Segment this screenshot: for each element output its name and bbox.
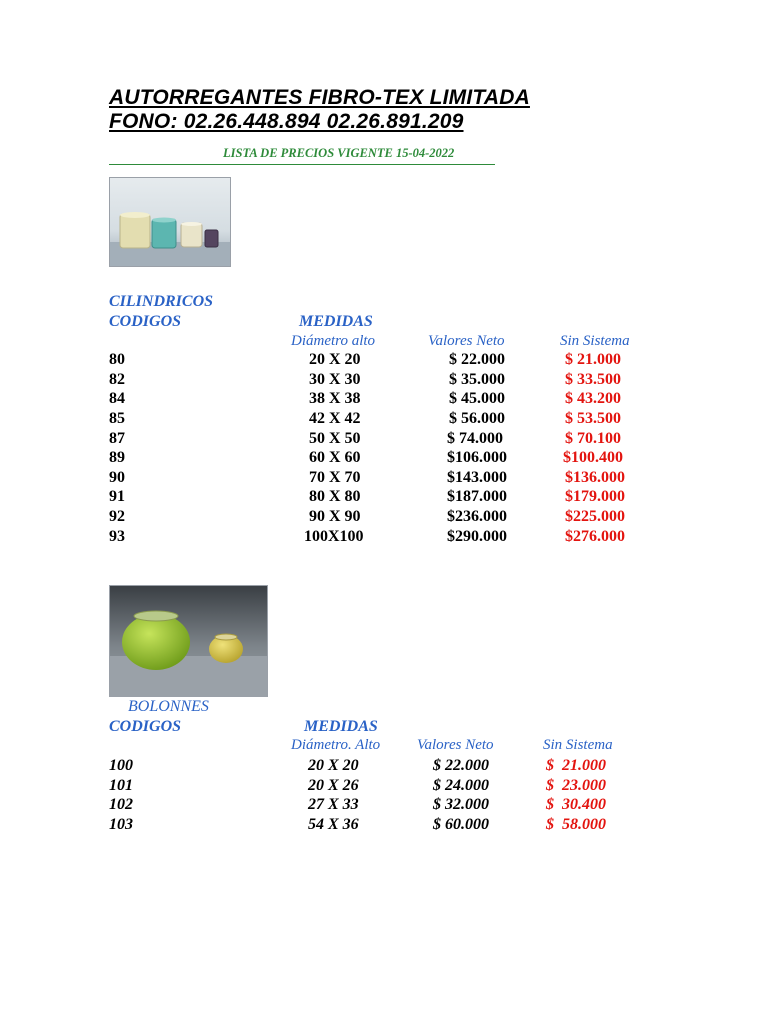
size-cell: 90 X 90 (309, 508, 361, 525)
size-cell: 20 X 20 (308, 757, 359, 774)
sin-price-cell: $ 23.000 (546, 777, 606, 794)
bolonnes-title: BOLONNES (128, 698, 209, 715)
cilindricos-codes-header: CODIGOS (109, 313, 182, 330)
code-cell: 101 (109, 777, 133, 794)
code-cell: 80 (109, 351, 125, 368)
code-cell: 87 (109, 430, 125, 447)
size-cell: 70 X 70 (309, 469, 361, 486)
sin-price-cell: $ 43.200 (565, 390, 621, 407)
sin-price-cell: $179.000 (565, 488, 625, 505)
sin-price-cell: $ 53.500 (565, 410, 621, 427)
size-cell: 27 X 33 (308, 796, 359, 813)
bolonnes-medidas-header: MEDIDAS (304, 718, 378, 735)
sin-price-cell: $276.000 (565, 528, 625, 545)
bolonnes-diameter-header: Diámetro. Alto (291, 737, 381, 753)
table-row (0, 449, 768, 469)
cylindrical-pots-image (109, 177, 231, 267)
sin-price-cell: $ 70.100 (565, 430, 621, 447)
net-price-cell: $ 24.000 (433, 777, 489, 794)
table-row (0, 528, 768, 548)
code-cell: 100 (109, 757, 133, 774)
net-price-cell: $ 32.000 (433, 796, 489, 813)
table-row (0, 469, 768, 489)
cilindricos-diameter-header: Diámetro alto (291, 333, 376, 349)
table-row (0, 351, 768, 371)
size-cell: 60 X 60 (309, 449, 361, 466)
net-price-cell: $ 56.000 (449, 410, 505, 427)
table-row (0, 371, 768, 391)
cilindricos-medidas-header: MEDIDAS (299, 313, 373, 330)
price-list-line (109, 146, 495, 165)
code-cell: 93 (109, 528, 125, 545)
sin-price-cell: $100.400 (563, 449, 623, 466)
bolonnes-sin-header: Sin Sistema (543, 737, 613, 753)
company-name: AUTORREGANTES FIBRO-TEX LIMITADA (109, 86, 530, 109)
sin-price-cell: $ 30.400 (546, 796, 606, 813)
table-row (0, 757, 768, 777)
net-price-cell: $290.000 (447, 528, 507, 545)
size-cell: 50 X 50 (309, 430, 361, 447)
cilindricos-net-header: Valores Neto (428, 333, 505, 349)
net-price-cell: $187.000 (447, 488, 507, 505)
table-row (0, 390, 768, 410)
table-row (0, 777, 768, 797)
size-cell: 54 X 36 (308, 816, 359, 833)
cilindricos-title: CILINDRICOS (109, 293, 214, 310)
price-list-title: LISTA DE PRECIOS VIGENTE 15-04-2022 (223, 146, 455, 160)
sin-price-cell: $ 33.500 (565, 371, 621, 388)
company-phone: FONO: 02.26.448.894 02.26.891.209 (109, 110, 464, 133)
size-cell: 30 X 30 (309, 371, 361, 388)
code-cell: 91 (109, 488, 125, 505)
size-cell: 38 X 38 (309, 390, 361, 407)
sin-price-cell: $136.000 (565, 469, 625, 486)
sin-price-cell: $ 21.000 (565, 351, 621, 368)
bolonnes-codes-header: CODIGOS (109, 718, 182, 735)
code-cell: 90 (109, 469, 125, 486)
cilindricos-sin-header: Sin Sistema (560, 333, 630, 349)
bolonnes-pots-image (109, 585, 268, 697)
code-cell: 84 (109, 390, 125, 407)
size-cell: 20 X 26 (308, 777, 359, 794)
net-price-cell: $ 22.000 (433, 757, 489, 774)
net-price-cell: $143.000 (447, 469, 507, 486)
size-cell: 100X100 (304, 528, 364, 545)
net-price-cell: $236.000 (447, 508, 507, 525)
size-cell: 80 X 80 (309, 488, 361, 505)
net-price-cell: $ 45.000 (449, 390, 505, 407)
table-row (0, 430, 768, 450)
code-cell: 103 (109, 816, 133, 833)
sin-price-cell: $ 21.000 (546, 757, 606, 774)
net-price-cell: $ 22.000 (449, 351, 505, 368)
size-cell: 42 X 42 (309, 410, 361, 427)
bolonnes-net-header: Valores Neto (417, 737, 494, 753)
code-cell: 85 (109, 410, 125, 427)
code-cell: 82 (109, 371, 125, 388)
table-row (0, 410, 768, 430)
code-cell: 102 (109, 796, 133, 813)
table-row (0, 488, 768, 508)
table-row (0, 816, 768, 836)
table-row (0, 796, 768, 816)
sin-price-cell: $225.000 (565, 508, 625, 525)
net-price-cell: $ 60.000 (433, 816, 489, 833)
code-cell: 92 (109, 508, 125, 525)
size-cell: 20 X 20 (309, 351, 361, 368)
sin-price-cell: $ 58.000 (546, 816, 606, 833)
net-price-cell: $ 35.000 (449, 371, 505, 388)
table-row (0, 508, 768, 528)
net-price-cell: $ 74.000 (447, 430, 503, 447)
net-price-cell: $106.000 (447, 449, 507, 466)
code-cell: 89 (109, 449, 125, 466)
